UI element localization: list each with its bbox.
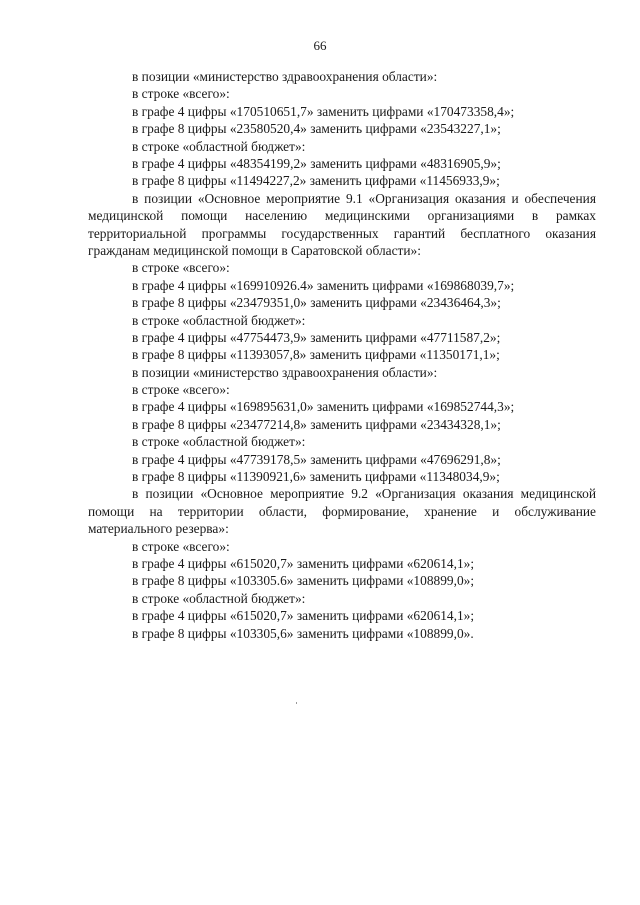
text-line: в графе 4 цифры «47739178,5» заменить цифрами «47696291,8»; bbox=[132, 451, 501, 467]
text-line: в графе 8 цифры «11393057,8» заменить цифрами «11350171,1»; bbox=[132, 347, 500, 363]
paragraph-measure-9-1: в позиции «Основное мероприятие 9.1 «Организация оказания и обеспечения медицинской помощи населению медицинскими организациями в рамках территориальной программы государственных гарантий бесплатного оказания гражданам медицинской помощи в Саратовской области»: bbox=[88, 190, 596, 258]
text-line: в строке «областной бюджет»: bbox=[132, 312, 306, 328]
text-line: в строке «областной бюджет»: bbox=[132, 434, 306, 450]
text-line: в графе 8 цифры «23580520,4» заменить цифрами «23543227,1»; bbox=[132, 121, 501, 137]
text-line: в графе 4 цифры «615020,7» заменить цифрами «620614,1»; bbox=[132, 556, 475, 572]
text-line: в позиции «министерство здравоохранения области»: bbox=[132, 364, 438, 380]
text-line: в графе 8 цифры «11494227,2» заменить цифрами «11456933,9»; bbox=[132, 173, 500, 189]
text-line: в графе 4 цифры «169910926.4» заменить цифрами «169868039,7»; bbox=[132, 277, 515, 293]
text-line: в строке «областной бюджет»: bbox=[132, 138, 306, 154]
text-line: в графе 8 цифры «23477214,8» заменить цифрами «23434328,1»; bbox=[132, 416, 501, 432]
text-line: в графе 8 цифры «23479351,0» заменить цифрами «23436464,3»; bbox=[132, 295, 501, 311]
text-line: в графе 4 цифры «169895631,0» заменить цифрами «169852744,3»; bbox=[132, 399, 515, 415]
text-line: в строке «всего»: bbox=[132, 382, 230, 398]
text-line: в графе 4 цифры «170510651,7» заменить цифрами «170473358,4»; bbox=[132, 103, 515, 119]
text-line: в строке «всего»: bbox=[132, 86, 230, 102]
text-line: в позиции «министерство здравоохранения области»: bbox=[132, 69, 438, 84]
text-line: в строке «всего»: bbox=[132, 538, 230, 554]
document-body bbox=[88, 68, 596, 642]
text-line: в графе 4 цифры «615020,7» заменить цифрами «620614,1»; bbox=[132, 608, 475, 624]
paragraph-measure-9-2: в позиции «Основное мероприятие 9.2 «Организация оказания медицинской помощи на территории области, формирование, хранение и обслуживание материального резерва»: bbox=[88, 486, 596, 537]
page-number: 66 bbox=[313, 38, 327, 53]
text-line: в графе 4 цифры «48354199,2» заменить цифрами «48316905,9»; bbox=[132, 155, 501, 171]
text-line: в строке «областной бюджет»: bbox=[132, 590, 306, 606]
scan-speck bbox=[296, 702, 297, 704]
text-line: в графе 8 цифры «11390921,6» заменить цифрами «11348034,9»; bbox=[132, 469, 500, 485]
text-line: в графе 4 цифры «47754473,9» заменить цифрами «47711587,2»; bbox=[132, 329, 501, 345]
text-line: в строке «всего»: bbox=[132, 260, 230, 276]
text-line: в графе 8 цифры «103305,6» заменить цифрами «108899,0». bbox=[132, 625, 474, 641]
text-line: в графе 8 цифры «103305.6» заменить цифрами «108899,0»; bbox=[132, 573, 475, 589]
